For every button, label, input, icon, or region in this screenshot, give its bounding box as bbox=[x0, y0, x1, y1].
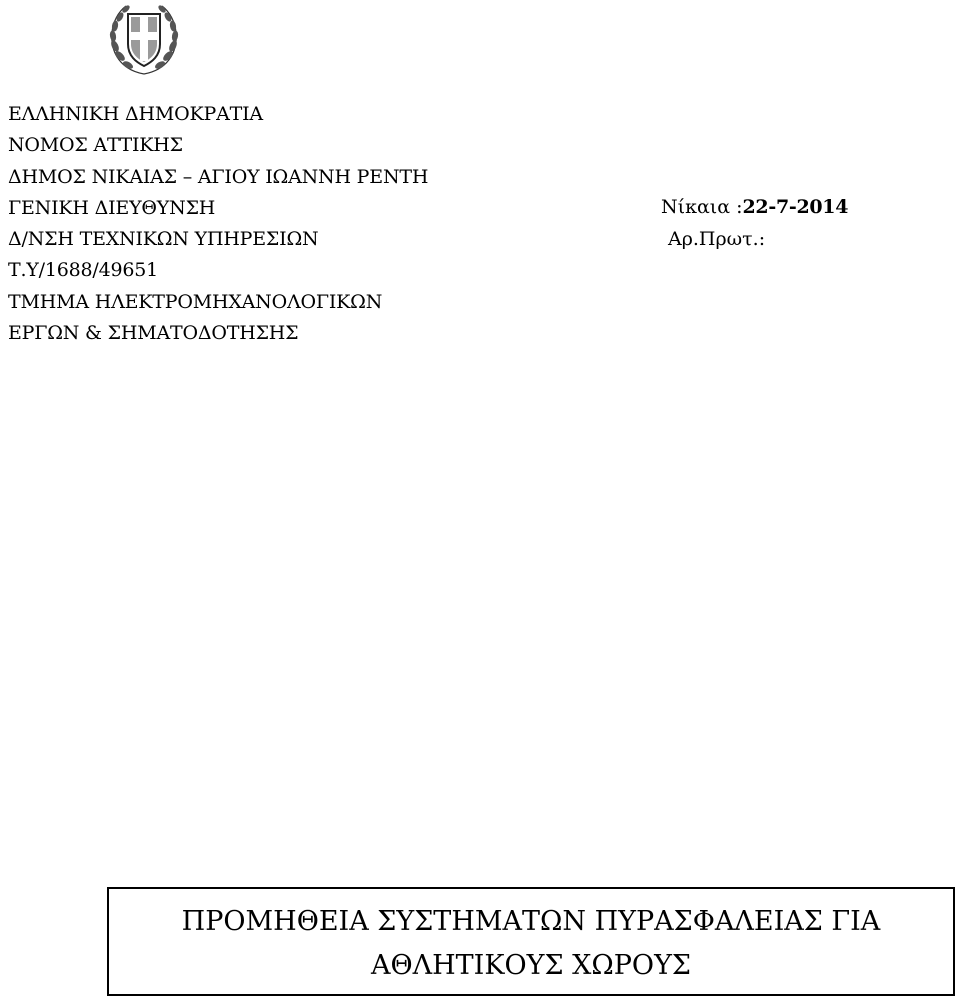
sender-address-block bbox=[8, 99, 428, 349]
header-municipality: ΔΗΜΟΣ ΝΙΚΑΙΑΣ – ΑΓΙΟΥ ΙΩΑΝΝΗ ΡΕΝΤΗ bbox=[8, 165, 429, 188]
header-country: ΕΛΛΗΝΙΚΗ ΔΗΜΟΚΡΑΤΙΑ bbox=[8, 103, 263, 125]
header-prefecture: ΝΟΜΟΣ ΑΤΤΙΚΗΣ bbox=[8, 134, 183, 157]
greek-coat-of-arms-icon bbox=[104, 0, 184, 78]
document-date bbox=[661, 192, 848, 223]
date-value: 22-7-2014 bbox=[742, 196, 849, 218]
header-department-cont: ΕΡΓΩΝ & ΣΗΜΑΤΟΔΟΤΗΣΗΣ bbox=[8, 322, 299, 345]
document-title-line-1: ΠΡΟΜΗΘΕΙΑ ΣΥΣΤΗΜΑΤΩΝ ΠΥΡΑΣΦΑΛΕΙΑΣ ΓΙΑ bbox=[181, 906, 881, 937]
date-label: Νίκαια : bbox=[661, 196, 743, 218]
header-reference-code: Τ.Υ/1688/49651 bbox=[8, 259, 159, 282]
document-title-line-2: ΑΘΛΗΤΙΚΟΥΣ ΧΩΡΟΥΣ bbox=[371, 950, 691, 981]
protocol-number-label: Αρ.Πρωτ.: bbox=[668, 228, 766, 250]
header-department: ΤΜΗΜΑ ΗΛΕΚΤΡΟΜΗΧΑΝΟΛΟΓΙΚΩΝ bbox=[8, 290, 383, 313]
header-directorate: Δ/ΝΣΗ ΤΕΧΝΙΚΩΝ ΥΠΗΡΕΣΙΩΝ bbox=[8, 228, 319, 251]
document-title-box bbox=[107, 887, 955, 996]
header-general-directorate: ΓΕΝΙΚΗ ΔΙΕΥΘΥΝΣΗ bbox=[8, 196, 216, 219]
